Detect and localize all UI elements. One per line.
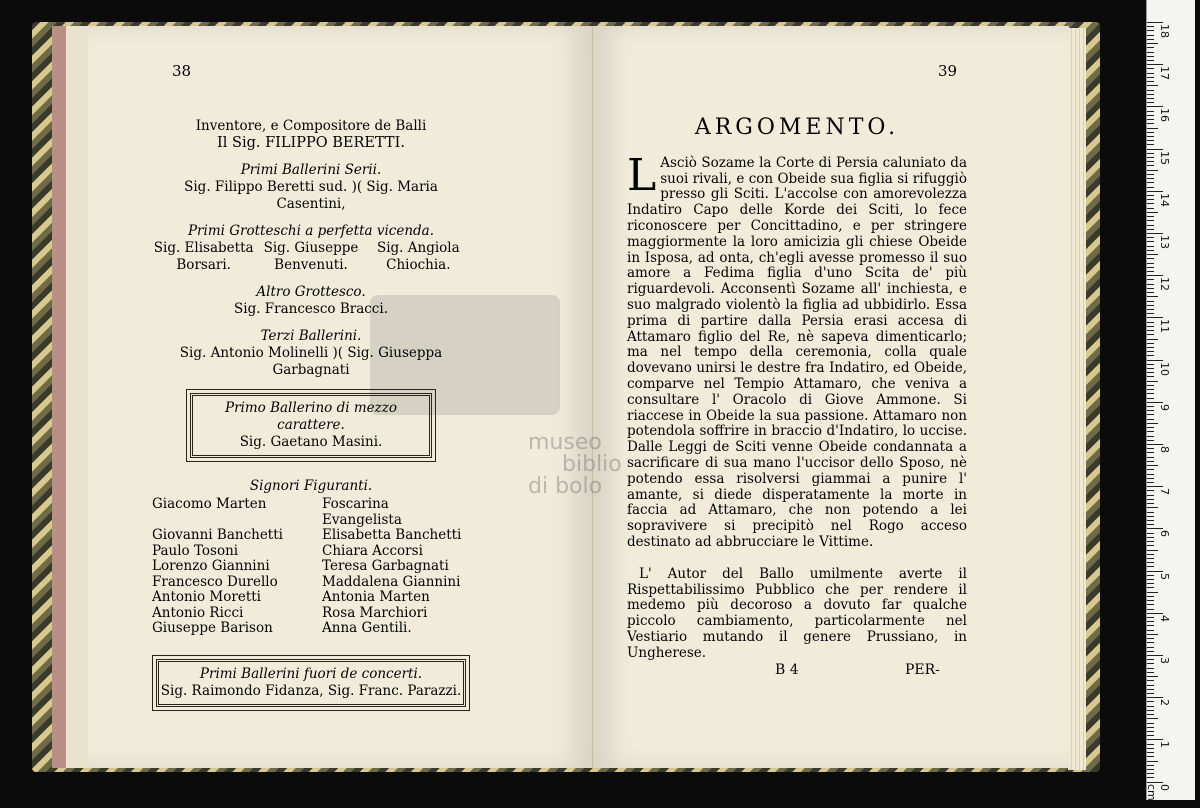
inventor-line: Inventore, e Compositore de Balli — [195, 118, 427, 134]
name-cell: Sig. Elisabetta — [153, 240, 254, 256]
ruler-minor-tick — [1147, 562, 1154, 563]
section-line: Sig. Filippo Beretti sud. )( Sig. Maria Casentini, — [184, 179, 438, 212]
ruler-minor-tick — [1147, 47, 1154, 48]
ruler-tick — [1147, 782, 1163, 783]
ruler-minor-tick — [1147, 672, 1154, 673]
ruler-minor-tick — [1147, 735, 1154, 736]
ruler-minor-tick — [1147, 566, 1154, 567]
ornamental-frame — [156, 659, 466, 707]
ruler-minor-tick — [1147, 267, 1154, 268]
ruler-minor-tick — [1147, 288, 1154, 289]
list-item: Teresa Garbagnati — [322, 558, 449, 574]
ruler-minor-tick — [1147, 748, 1154, 749]
author-note: L' Autor del Ballo umilmente averte il Rispettabilissimo Pubblico che per rendere il medemo più decoroso a dovuto far qualche piccolo cambiamento, particolarmente nel Vestiario mutando il genere Prussiano, in Ungherese. — [627, 565, 967, 661]
list-item: Chiara Accorsi — [322, 542, 423, 559]
ruler-minor-tick — [1147, 461, 1154, 462]
ruler-minor-tick — [1147, 465, 1158, 466]
ruler-minor-tick — [1147, 406, 1154, 407]
ruler-minor-tick — [1147, 56, 1154, 57]
ruler-minor-tick — [1147, 752, 1154, 753]
ruler-minor-tick — [1147, 364, 1154, 365]
ruler-minor-tick — [1147, 482, 1154, 483]
ruler-minor-tick — [1147, 68, 1154, 69]
watermark-line: museo — [528, 430, 602, 455]
ruler-minor-tick — [1147, 284, 1154, 285]
ruler-minor-tick — [1147, 718, 1158, 719]
ruler-tick — [1147, 360, 1163, 361]
ruler-minor-tick — [1147, 73, 1154, 74]
ruler-minor-tick — [1147, 26, 1154, 27]
ruler-minor-tick — [1147, 326, 1154, 327]
watermark-line: di bolo — [528, 474, 603, 499]
ruler-minor-tick — [1147, 520, 1154, 521]
ruler-minor-tick — [1147, 638, 1154, 639]
ruler-tick — [1147, 22, 1163, 23]
ruler-tick — [1147, 233, 1163, 234]
list-item: Giuseppe Barison — [152, 620, 273, 636]
ruler-minor-tick — [1147, 512, 1154, 513]
list-item: Maddalena Giannini — [322, 573, 461, 590]
ruler-label: 9 — [1158, 403, 1171, 411]
ruler-minor-tick — [1147, 161, 1154, 162]
ruler-minor-tick — [1147, 587, 1154, 588]
measuring-ruler — [1146, 0, 1195, 800]
ruler-minor-tick — [1147, 516, 1154, 517]
ruler-minor-tick — [1147, 376, 1154, 377]
ruler-minor-tick — [1147, 647, 1154, 648]
ruler-minor-tick — [1147, 132, 1154, 133]
ruler-minor-tick — [1147, 575, 1154, 576]
ruler-minor-tick — [1147, 583, 1154, 584]
list-item: Antonio Moretti — [152, 589, 261, 605]
ruler-minor-tick — [1147, 423, 1158, 424]
argument-paragraph — [627, 149, 967, 551]
ruler-minor-tick — [1147, 398, 1154, 399]
ruler-minor-tick — [1147, 170, 1158, 171]
ruler-label: 10 — [1158, 361, 1171, 376]
list-item: Rosa Marchiori — [322, 604, 428, 621]
ruler-minor-tick — [1147, 642, 1154, 643]
ruler-label: 8 — [1158, 446, 1171, 453]
ruler-minor-tick — [1147, 305, 1154, 306]
ruler-tick — [1147, 613, 1163, 614]
ruler-minor-tick — [1147, 663, 1154, 664]
section-title: Terzi Ballerini. — [260, 328, 362, 344]
name-cell: Chiochia. — [386, 257, 451, 273]
ruler-tick — [1147, 191, 1163, 192]
list-item: Antonia Marten — [322, 589, 430, 605]
ruler-minor-tick — [1147, 685, 1154, 686]
ruler-label: 0 cm — [1145, 783, 1171, 801]
figuranti-list — [150, 497, 472, 637]
ruler-minor-tick — [1147, 258, 1154, 259]
paragraph-text: Asciò Sozame la Corte di Persia caluniato da suoi rivali, e con Obeide sua figlia si rifuggiò presso gli Sciti. L'accolse con amorevolezza Indatiro Capo delle Korde dei Sciti, lo fece riconoscere per Concittadino, e per stringere maggiormente la loro amicizia gli chiese Obeide in Isposa, ad onta, ch'egli avesse promesso il suo amore a Fedima figlia d'uno Scita de' più riguardevoli. Acconsentì Sozame all' inchiesta, e suo malgrado violentò la figlia ad ubbidirlo. Essa prima di partire dalla Persia erasi accesa di Attamaro figlio del Re, nè sapeva dimenticarlo; ma nel tempo della ceremonia, colla quale dovevano unirsi le destre fra Indatiro, ed Obeide, comparve nel Tempio Attamaro, che veniva a consultare l' Oracolo di Giove Ammone. Si riaccese in Obeide la sua passione. Attamaro non potendola soffrire in braccio d'Indatiro, lo uccise. Dalle Leggi de Sciti venne Obeide condannata a sacrificare di sua mano l'uccisor dello Sposo, nè potendo essa risolversi giammai a punire l' amante, si diede disperatamente la morte in faccia ad Attamaro, che non potendo a lei sopravivere si precipitò nel Rogo acceso destinato ad abbrucciare le Vittime. — [627, 154, 967, 550]
ruler-label: 12 — [1158, 277, 1171, 292]
ruler-minor-tick — [1147, 469, 1154, 470]
ruler-minor-tick — [1147, 43, 1158, 44]
left-page-number: 38 — [172, 62, 192, 80]
list-item: Giacomo Marten — [152, 496, 267, 512]
section-title: Altro Grottesco. — [256, 284, 366, 300]
list-item: Giovanni Banchetti — [152, 527, 283, 543]
ruler-minor-tick — [1147, 119, 1154, 120]
ruler-minor-tick — [1147, 237, 1154, 238]
ruler-minor-tick — [1147, 596, 1154, 597]
ruler-minor-tick — [1147, 372, 1154, 373]
ruler-minor-tick — [1147, 393, 1154, 394]
page-edges-left — [52, 26, 92, 768]
watermark-line: biblio — [562, 452, 622, 477]
ruler-minor-tick — [1147, 136, 1154, 137]
ruler-minor-tick — [1147, 592, 1158, 593]
ruler-minor-tick — [1147, 410, 1154, 411]
section-line: Sig. Antonio Molinelli )( Sig. Giuseppa Garbagnati — [179, 345, 443, 378]
ruler-minor-tick — [1147, 756, 1154, 757]
section-row — [150, 240, 472, 257]
ruler-minor-tick — [1147, 474, 1154, 475]
ruler-minor-tick — [1147, 351, 1154, 352]
ruler-minor-tick — [1147, 334, 1154, 335]
ruler-minor-tick — [1147, 630, 1154, 631]
ruler-minor-tick — [1147, 174, 1154, 175]
name-cell: Borsari. — [176, 257, 231, 273]
ruler-minor-tick — [1147, 241, 1154, 242]
ruler-label: 6 — [1158, 530, 1171, 538]
frame-line: Sig. Raimondo Fidanza, Sig. Franc. Parazzi. — [160, 682, 462, 699]
ruler-minor-tick — [1147, 271, 1154, 272]
ruler-minor-tick — [1147, 81, 1154, 82]
ruler-minor-tick — [1147, 651, 1154, 652]
ruler-minor-tick — [1147, 490, 1154, 491]
list-item: Foscarina Evangelista — [322, 496, 402, 528]
ruler-label: 5 — [1158, 572, 1171, 580]
list-item: Paulo Tosoni — [152, 542, 239, 559]
ruler-minor-tick — [1147, 436, 1154, 437]
ruler-minor-tick — [1147, 216, 1154, 217]
ruler-minor-tick — [1147, 579, 1154, 580]
ruler-minor-tick — [1147, 600, 1154, 601]
ruler-minor-tick — [1147, 165, 1154, 166]
ruler-label: 13 — [1158, 235, 1171, 249]
ruler-label: 1 — [1158, 741, 1171, 749]
ruler-minor-tick — [1147, 225, 1154, 226]
ruler-minor-tick — [1147, 128, 1158, 129]
ruler-tick — [1147, 149, 1163, 150]
list-item: Elisabetta Banchetti — [322, 527, 462, 543]
ruler-minor-tick — [1147, 60, 1154, 61]
ruler-label: 3 — [1158, 657, 1171, 664]
ruler-minor-tick — [1147, 457, 1154, 458]
ruler-label: 4 — [1158, 614, 1171, 622]
ruler-minor-tick — [1147, 279, 1154, 280]
ruler-minor-tick — [1147, 385, 1154, 386]
section-row — [150, 257, 472, 274]
ruler-tick — [1147, 444, 1163, 445]
name-cell: Sig. Giuseppe — [263, 240, 359, 256]
ruler-minor-tick — [1147, 777, 1154, 778]
ruler-minor-tick — [1147, 39, 1154, 40]
ruler-minor-tick — [1147, 301, 1154, 302]
ruler-minor-tick — [1147, 309, 1154, 310]
ruler-minor-tick — [1147, 714, 1154, 715]
drop-cap: L — [627, 149, 657, 201]
name-cell: Sig. Angiola — [376, 240, 460, 256]
list-item: Anna Gentili. — [322, 620, 412, 636]
right-page-number: 39 — [938, 62, 958, 80]
ruler-minor-tick — [1147, 187, 1154, 188]
ruler-minor-tick — [1147, 144, 1154, 145]
ruler-minor-tick — [1147, 634, 1158, 635]
ruler-minor-tick — [1147, 710, 1154, 711]
ruler-label: 17 — [1158, 66, 1171, 81]
ruler-tick — [1147, 655, 1163, 656]
ruler-minor-tick — [1147, 199, 1154, 200]
ruler-minor-tick — [1147, 296, 1158, 297]
ruler-minor-tick — [1147, 250, 1154, 251]
ruler-label: 11 — [1158, 319, 1171, 334]
right-page-text — [627, 115, 967, 662]
ruler-minor-tick — [1147, 30, 1154, 31]
frame-title: Primo Ballerino di mezzo carattere. — [225, 400, 397, 433]
ruler-minor-tick — [1147, 765, 1154, 766]
ruler-label: 16 — [1158, 108, 1171, 123]
figuranti-title: Signori Figuranti. — [249, 478, 373, 494]
ruler-minor-tick — [1147, 203, 1154, 204]
ruler-minor-tick — [1147, 153, 1154, 154]
ruler-minor-tick — [1147, 499, 1154, 500]
ruler-label: 18 — [1158, 24, 1171, 38]
ruler-tick — [1147, 402, 1163, 403]
ruler-minor-tick — [1147, 769, 1154, 770]
ruler-minor-tick — [1147, 419, 1154, 420]
ruler-minor-tick — [1147, 773, 1154, 774]
ruler-minor-tick — [1147, 77, 1154, 78]
list-item: Francesco Durello — [152, 573, 278, 590]
ruler-minor-tick — [1147, 111, 1154, 112]
ruler-minor-tick — [1147, 550, 1158, 551]
ruler-minor-tick — [1147, 668, 1154, 669]
inventor-name: Il Sig. FILIPPO BERETTI. — [217, 135, 405, 151]
ruler-minor-tick — [1147, 85, 1158, 86]
ruler-minor-tick — [1147, 541, 1154, 542]
ruler-minor-tick — [1147, 254, 1158, 255]
ruler-minor-tick — [1147, 727, 1154, 728]
ruler-minor-tick — [1147, 381, 1158, 382]
ruler-minor-tick — [1147, 347, 1154, 348]
ruler-minor-tick — [1147, 693, 1154, 694]
frame-title: Primi Ballerini fuori de concerti. — [199, 665, 423, 682]
ruler-minor-tick — [1147, 220, 1154, 221]
catchword: PER- — [905, 662, 940, 678]
ruler-minor-tick — [1147, 659, 1154, 660]
ruler-minor-tick — [1147, 524, 1154, 525]
ruler-minor-tick — [1147, 98, 1154, 99]
ruler-label: 7 — [1158, 488, 1171, 496]
frame-line: Sig. Gaetano Masini. — [239, 434, 383, 450]
ruler-minor-tick — [1147, 322, 1154, 323]
ruler-minor-tick — [1147, 495, 1154, 496]
ruler-minor-tick — [1147, 368, 1154, 369]
ruler-minor-tick — [1147, 440, 1154, 441]
ruler-minor-tick — [1147, 448, 1154, 449]
ruler-minor-tick — [1147, 617, 1154, 618]
ruler-minor-tick — [1147, 123, 1154, 124]
section-line: Sig. Francesco Bracci. — [234, 301, 388, 317]
name-cell: Benvenuti. — [274, 257, 348, 273]
ruler-minor-tick — [1147, 90, 1154, 91]
ruler-minor-tick — [1147, 625, 1154, 626]
ruler-minor-tick — [1147, 208, 1154, 209]
ruler-minor-tick — [1147, 431, 1154, 432]
ruler-minor-tick — [1147, 689, 1154, 690]
ruler-minor-tick — [1147, 706, 1154, 707]
ruler-minor-tick — [1147, 182, 1154, 183]
ruler-minor-tick — [1147, 195, 1154, 196]
ruler-minor-tick — [1147, 744, 1154, 745]
ruler-minor-tick — [1147, 676, 1158, 677]
ruler-minor-tick — [1147, 292, 1154, 293]
list-item: Lorenzo Giannini — [152, 558, 270, 574]
list-item: Antonio Ricci — [152, 604, 244, 621]
ruler-minor-tick — [1147, 503, 1154, 504]
ruler-minor-tick — [1147, 452, 1154, 453]
section-title: Primi Ballerini Serii. — [240, 162, 382, 178]
ruler-minor-tick — [1147, 115, 1154, 116]
ruler-minor-tick — [1147, 157, 1154, 158]
ruler-minor-tick — [1147, 478, 1154, 479]
watermark — [528, 432, 622, 498]
signature-mark: B 4 — [775, 662, 799, 678]
page-edges-right — [1068, 28, 1086, 770]
ruler-minor-tick — [1147, 212, 1158, 213]
ruler-minor-tick — [1147, 427, 1154, 428]
page-title: ARGOMENTO. — [694, 115, 900, 140]
ruler-minor-tick — [1147, 621, 1154, 622]
ruler-label: 15 — [1158, 150, 1171, 165]
ruler-minor-tick — [1147, 558, 1154, 559]
ruler-minor-tick — [1147, 723, 1154, 724]
ruler-minor-tick — [1147, 229, 1154, 230]
ruler-minor-tick — [1147, 537, 1154, 538]
ruler-label: 14 — [1158, 192, 1171, 207]
ruler-minor-tick — [1147, 52, 1154, 53]
ruler-minor-tick — [1147, 731, 1154, 732]
ruler-minor-tick — [1147, 604, 1154, 605]
ruler-minor-tick — [1147, 701, 1154, 702]
ruler-minor-tick — [1147, 339, 1158, 340]
ruler-minor-tick — [1147, 533, 1154, 534]
ruler-tick — [1147, 571, 1163, 572]
ruler-minor-tick — [1147, 313, 1154, 314]
ruler-minor-tick — [1147, 609, 1154, 610]
ornamental-frame — [190, 393, 432, 458]
ruler-minor-tick — [1147, 178, 1154, 179]
ruler-minor-tick — [1147, 761, 1158, 762]
ruler-minor-tick — [1147, 355, 1154, 356]
ruler-minor-tick — [1147, 94, 1154, 95]
ruler-minor-tick — [1147, 545, 1154, 546]
ruler-minor-tick — [1147, 35, 1154, 36]
ruler-minor-tick — [1147, 102, 1154, 103]
ruler-minor-tick — [1147, 507, 1158, 508]
ruler-minor-tick — [1147, 414, 1154, 415]
ruler-minor-tick — [1147, 263, 1154, 264]
section-title: Primi Grotteschi a perfetta vicenda. — [187, 223, 435, 239]
left-page-text — [150, 118, 472, 707]
ruler-minor-tick — [1147, 140, 1154, 141]
ruler-minor-tick — [1147, 330, 1154, 331]
ruler-minor-tick — [1147, 343, 1154, 344]
ruler-minor-tick — [1147, 246, 1154, 247]
ruler-minor-tick — [1147, 554, 1154, 555]
ruler-minor-tick — [1147, 389, 1154, 390]
ruler-label: 2 — [1158, 699, 1171, 707]
ruler-minor-tick — [1147, 680, 1154, 681]
